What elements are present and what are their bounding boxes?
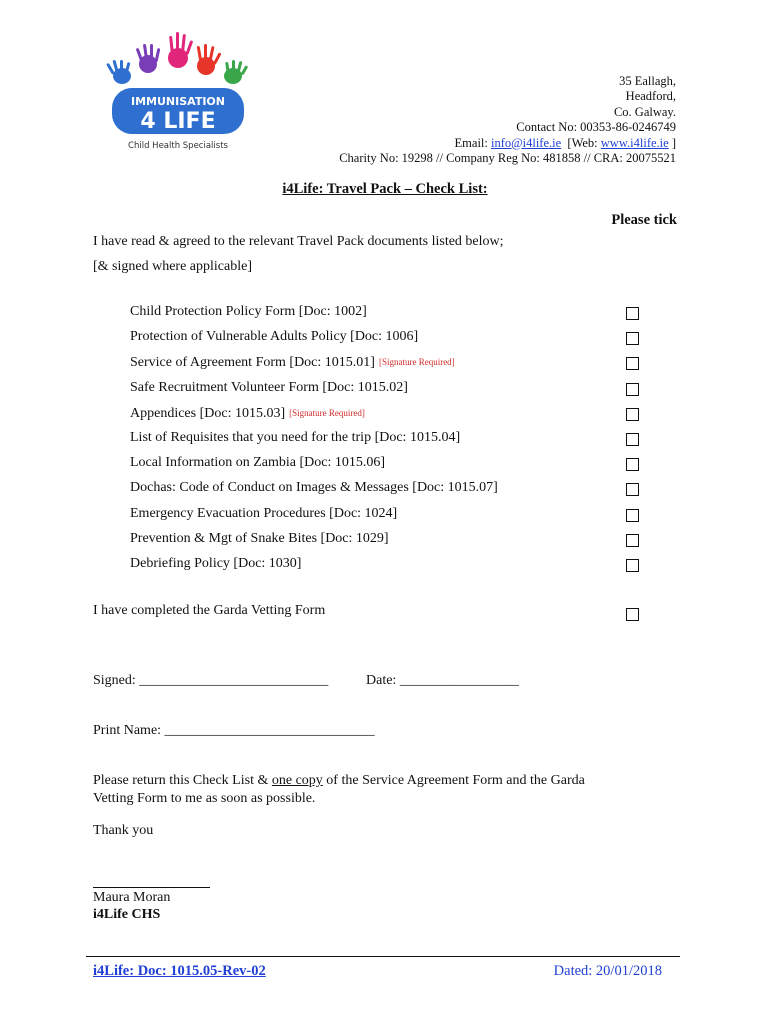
return-instructions: Please return this Check List & one copy of the Service Agreement Form and the Garda Vetting Form to me as soon as possible. xyxy=(93,773,585,806)
contact-number: Contact No: 00353-86-0246749 xyxy=(516,120,676,135)
checklist-checkbox[interactable] xyxy=(626,559,639,572)
checklist-item xyxy=(130,378,408,398)
intro-line2: [& signed where applicable] xyxy=(93,259,252,274)
checklist-item-label: Child Protection Policy Form [Doc: 1002] xyxy=(130,304,367,319)
signer-org: i4Life CHS xyxy=(93,907,161,922)
checklist-item xyxy=(130,453,385,473)
checklist-item-label: Protection of Vulnerable Adults Policy [Doc: 1006] xyxy=(130,329,419,345)
checklist-item xyxy=(130,327,418,347)
web-link[interactable]: www.i4life.ie xyxy=(600,135,669,150)
signed-field[interactable]: Signed: ___________________________ xyxy=(93,673,329,688)
address-line3: Co. Galway. xyxy=(613,104,676,119)
checklist-item-label: Debriefing Policy [Doc: 1030] xyxy=(130,556,302,571)
checklist-item-label: Dochas: Code of Conduct on Images & Messages [Doc: 1015.07] xyxy=(130,480,498,496)
checklist-checkbox[interactable] xyxy=(626,408,639,421)
thank-you: Thank you xyxy=(93,823,154,838)
checklist-item xyxy=(130,302,367,322)
checklist-item-label: Prevention & Mgt of Snake Bites [Doc: 1029] xyxy=(130,530,389,546)
garda-vetting-item: I have completed the Garda Vetting Form xyxy=(93,603,326,618)
signature-required-note: [Signature Required] xyxy=(289,407,365,418)
footer-doc-reference: i4Life: Doc: 1015.05-Rev-02 xyxy=(93,963,266,979)
checklist-item xyxy=(130,478,498,498)
checklist-item xyxy=(130,352,455,372)
immunisation-4-life-logo xyxy=(100,30,260,155)
email-link[interactable]: info@i4life.ie xyxy=(490,135,562,150)
checklist-item-label: Appendices [Doc: 1015.03] xyxy=(130,405,286,421)
document-title: i4Life: Travel Pack – Check List: xyxy=(282,181,488,197)
checklist-item-label: Emergency Evacuation Procedures [Doc: 1024] xyxy=(130,505,398,521)
logo-line2: 4 LIFE xyxy=(140,109,216,134)
checklist-checkbox[interactable] xyxy=(626,357,639,370)
checklist-item-label: List of Requisites that you need for the trip [Doc: 1015.04] xyxy=(130,430,461,445)
logo-tagline: Child Health Specialists xyxy=(128,141,228,151)
signer-name: Maura Moran xyxy=(93,890,171,905)
one-copy-emphasis: one copy xyxy=(271,773,323,788)
footer-divider xyxy=(86,956,680,957)
checklist-item-label: Service of Agreement Form [Doc: 1015.01] xyxy=(130,355,375,371)
checklist-checkbox[interactable] xyxy=(626,433,639,446)
signature-line xyxy=(93,887,210,888)
hands-icon xyxy=(106,32,248,84)
email-web-line: Email: info@i4life.ie [Web: www.i4life.ie ] xyxy=(454,135,676,150)
checklist-checkbox[interactable] xyxy=(626,383,639,396)
checklist-item xyxy=(130,529,389,549)
checklist-checkbox[interactable] xyxy=(626,509,639,522)
checklist-item-label: Safe Recruitment Volunteer Form [Doc: 1015.02] xyxy=(130,379,408,395)
address-line1: 35 Eallagh, xyxy=(619,74,676,88)
intro-text xyxy=(93,229,504,279)
signature-required-note: [Signature Required] xyxy=(378,357,455,368)
charity-info: Charity No: 19298 // Company Reg No: 481858 // CRA: 20075521 xyxy=(339,151,676,166)
checklist-item xyxy=(130,554,301,574)
checklist-item xyxy=(130,428,460,448)
date-field[interactable]: Date: _________________ xyxy=(366,673,519,688)
checklist-item xyxy=(130,504,397,524)
logo-line1: IMMUNISATION xyxy=(131,95,225,108)
logo-graphic xyxy=(100,30,260,155)
checklist-checkbox[interactable] xyxy=(626,483,639,496)
garda-vetting-checkbox[interactable] xyxy=(626,608,639,621)
checklist-checkbox[interactable] xyxy=(626,458,639,471)
please-tick-heading: Please tick xyxy=(611,212,677,228)
checklist-checkbox[interactable] xyxy=(626,332,639,345)
checklist-item xyxy=(130,403,365,423)
intro-line1: I have read & agreed to the relevant Travel Pack documents listed below; xyxy=(93,234,504,249)
print-name-field[interactable]: Print Name: ______________________________ xyxy=(93,723,375,738)
address-line2: Headford, xyxy=(625,89,676,104)
checklist-item-label: Local Information on Zambia [Doc: 1015.06] xyxy=(130,455,386,471)
footer-date: Dated: 20/01/2018 xyxy=(553,963,662,979)
checklist-checkbox[interactable] xyxy=(626,534,639,547)
address-block xyxy=(339,74,676,166)
checklist-checkbox[interactable] xyxy=(626,307,639,320)
